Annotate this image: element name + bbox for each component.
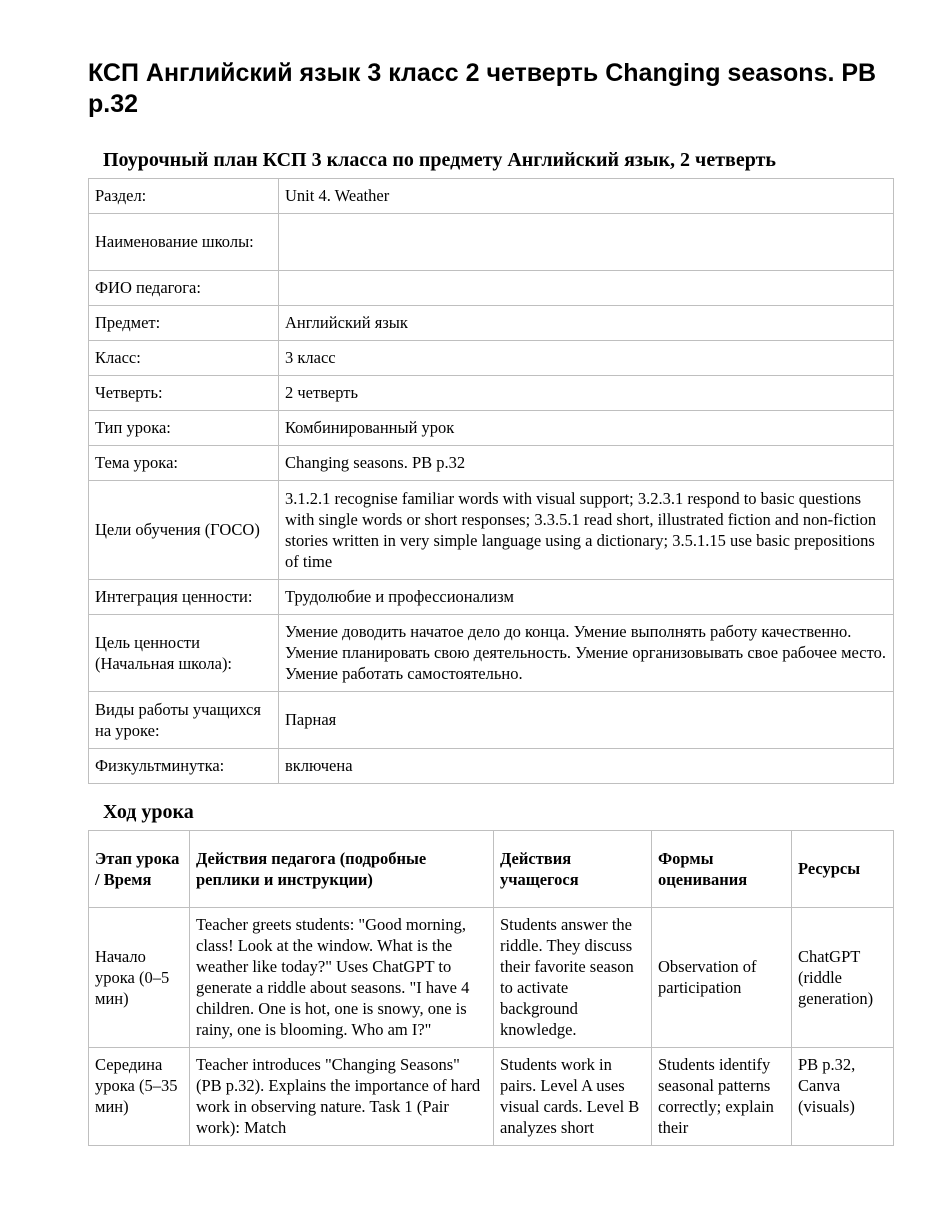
info-label: Предмет: — [89, 306, 279, 341]
course-heading: Ход урока — [103, 801, 194, 823]
info-value: 2 четверть — [279, 376, 894, 411]
course-row — [89, 908, 894, 1048]
plan-heading: Поурочный план КСП 3 класса по предмету Английский язык, 2 четверть — [103, 149, 776, 171]
info-value: Умение доводить начатое дело до конца. Умение выполнять работу качественно. Умение планировать свою деятельность. Умение организовывать свое рабочее место. Умение работать самостоятельно. — [279, 615, 894, 692]
student-actions-cell: Students answer the riddle. They discuss their favorite season to activate background knowledge. — [494, 908, 652, 1048]
course-header-cell: Этап урока / Время — [89, 831, 190, 908]
info-row — [89, 692, 894, 749]
info-row — [89, 271, 894, 306]
info-value: включена — [279, 749, 894, 784]
info-row — [89, 306, 894, 341]
lesson-course-table — [88, 830, 894, 1146]
info-row — [89, 615, 894, 692]
teacher-actions-cell: Teacher introduces "Changing Seasons" (PB p.32). Explains the importance of hard work in observing nature. Task 1 (Pair work): Match — [190, 1048, 494, 1146]
info-row — [89, 341, 894, 376]
info-row — [89, 580, 894, 615]
info-row — [89, 481, 894, 580]
resources-cell: ChatGPT (riddle generation) — [792, 908, 894, 1048]
info-value: Changing seasons. PB p.32 — [279, 446, 894, 481]
info-row — [89, 446, 894, 481]
info-label: Виды работы учащихся на уроке: — [89, 692, 279, 749]
stage-cell: Середина урока (5–35 мин) — [89, 1048, 190, 1146]
info-value: Английский язык — [279, 306, 894, 341]
info-value: Unit 4. Weather — [279, 179, 894, 214]
teacher-actions-cell: Teacher greets students: "Good morning, class! Look at the window. What is the weather like today?" Uses ChatGPT to generate a riddle about seasons. "I have 4 children. One is hot, one is snowy, one is rainy, one is blooming. Who am I?" — [190, 908, 494, 1048]
info-label: Цели обучения (ГОСО) — [89, 481, 279, 580]
info-value — [279, 271, 894, 306]
document-title: КСП Английский язык 3 класс 2 четверть Changing seasons. PB p.32 — [88, 59, 877, 118]
info-row — [89, 749, 894, 784]
info-label: Тип урока: — [89, 411, 279, 446]
resources-cell: PB p.32, Canva (visuals) — [792, 1048, 894, 1146]
course-table-viewport — [88, 830, 894, 1168]
info-label: Четверть: — [89, 376, 279, 411]
info-value: Трудолюбие и профессионализм — [279, 580, 894, 615]
student-actions-cell: Students work in pairs. Level A uses visual cards. Level B analyzes short — [494, 1048, 652, 1146]
stage-cell: Начало урока (0–5 мин) — [89, 908, 190, 1048]
assessment-cell: Observation of participation — [652, 908, 792, 1048]
info-value — [279, 214, 894, 271]
course-header-cell: Ресурсы — [792, 831, 894, 908]
info-row — [89, 411, 894, 446]
info-label: Цель ценности (Начальная школа): — [89, 615, 279, 692]
info-label: Физкультминутка: — [89, 749, 279, 784]
info-row — [89, 376, 894, 411]
info-value: Комбинированный урок — [279, 411, 894, 446]
info-value: Парная — [279, 692, 894, 749]
info-label: Тема урока: — [89, 446, 279, 481]
info-value: 3.1.2.1 recognise familiar words with visual support; 3.2.3.1 respond to basic questions with single words or short responses; 3.3.5.1 read short, illustrated fiction and non-fiction stories written in very simple language using a dictionary; 3.5.1.15 use basic prepositions of time — [279, 481, 894, 580]
document-page — [88, 58, 894, 1168]
info-label: Наименование школы: — [89, 214, 279, 271]
course-header-row — [89, 831, 894, 908]
info-value: 3 класс — [279, 341, 894, 376]
assessment-cell: Students identify seasonal patterns correctly; explain their — [652, 1048, 792, 1146]
course-header-cell: Действия педагога (подробные реплики и инструкции) — [190, 831, 494, 908]
info-label: Класс: — [89, 341, 279, 376]
course-header-cell: Формы оценивания — [652, 831, 792, 908]
info-row — [89, 214, 894, 271]
course-header-cell: Действия учащегося — [494, 831, 652, 908]
info-label: ФИО педагога: — [89, 271, 279, 306]
info-label: Раздел: — [89, 179, 279, 214]
info-label: Интеграция ценности: — [89, 580, 279, 615]
info-row — [89, 179, 894, 214]
course-row — [89, 1048, 894, 1146]
lesson-info-table — [88, 178, 894, 784]
